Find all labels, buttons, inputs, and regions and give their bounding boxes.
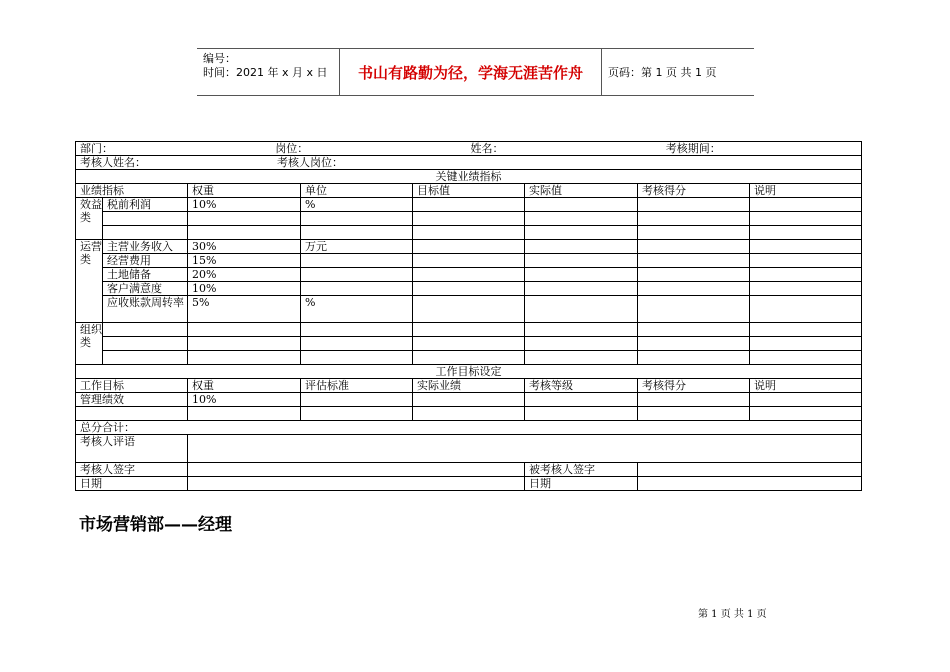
date-area-2 <box>638 477 862 491</box>
kpi-section-title: 关键业绩指标 <box>76 170 862 184</box>
empty-cell <box>413 240 525 254</box>
name-label: 姓名： <box>470 142 504 155</box>
empty-cell <box>413 268 525 282</box>
empty-cell <box>525 337 638 351</box>
weight-cell: 15% <box>188 254 301 268</box>
column-header: 说明 <box>750 184 862 198</box>
column-header: 权重 <box>188 379 301 393</box>
weight-cell <box>188 407 301 421</box>
indicator-cell: 经营费用 <box>103 254 188 268</box>
empty-cell <box>638 254 750 268</box>
empty-cell <box>413 282 525 296</box>
weight-cell <box>188 212 301 226</box>
empty-cell <box>413 407 525 421</box>
indicator-cell: 土地储备 <box>103 268 188 282</box>
empty-cell <box>750 198 862 212</box>
kpi-row <box>76 351 862 365</box>
kpi-row <box>76 226 862 240</box>
empty-cell <box>638 393 750 407</box>
column-header: 单位 <box>301 184 413 198</box>
weight-cell <box>188 323 301 337</box>
empty-cell <box>750 282 862 296</box>
total-row <box>76 421 862 435</box>
unit-cell <box>301 254 413 268</box>
goal-row <box>76 393 862 407</box>
empty-cell <box>638 323 750 337</box>
kpi-section-row <box>76 170 862 184</box>
empty-cell <box>525 226 638 240</box>
empty-cell <box>750 254 862 268</box>
column-header: 实际业绩 <box>413 379 525 393</box>
kpi-row <box>76 323 862 337</box>
category-label: 运营类 <box>76 240 103 323</box>
goal-header-row <box>76 379 862 393</box>
document-header <box>197 48 754 96</box>
indicator-cell <box>103 337 188 351</box>
weight-cell: 5% <box>188 296 301 323</box>
unit-cell <box>301 351 413 365</box>
reviewer-row <box>76 156 862 170</box>
empty-cell <box>750 323 862 337</box>
empty-cell <box>413 323 525 337</box>
unit-cell: % <box>301 198 413 212</box>
comment-area <box>188 435 862 463</box>
reviewer-name-label: 考核人姓名： <box>80 156 146 169</box>
goal-section-title: 工作目标设定 <box>76 365 862 379</box>
empty-cell <box>638 226 750 240</box>
indicator-cell <box>103 226 188 240</box>
empty-cell <box>638 198 750 212</box>
indicator-cell: 应收账款周转率 <box>103 296 188 323</box>
empty-cell <box>750 393 862 407</box>
empty-cell <box>525 323 638 337</box>
empty-cell <box>525 407 638 421</box>
empty-cell <box>750 268 862 282</box>
weight-cell <box>188 337 301 351</box>
column-header: 考核得分 <box>638 184 750 198</box>
empty-cell <box>638 282 750 296</box>
reviewer-sign-area <box>188 463 525 477</box>
empty-cell <box>413 198 525 212</box>
indicator-cell: 主营业务收入 <box>103 240 188 254</box>
column-header: 考核等级 <box>525 379 638 393</box>
header-meta <box>197 49 340 95</box>
category-label: 效益类 <box>76 198 103 240</box>
goal-cell: 管理绩效 <box>76 393 188 407</box>
kpi-row <box>76 337 862 351</box>
column-header: 实际值 <box>525 184 638 198</box>
goal-cell <box>76 407 188 421</box>
empty-cell <box>525 254 638 268</box>
empty-cell <box>750 296 862 323</box>
kpi-row <box>76 282 862 296</box>
empty-cell <box>413 393 525 407</box>
indicator-cell <box>103 323 188 337</box>
empty-cell <box>525 282 638 296</box>
reviewer-position-label: 考核人岗位： <box>277 156 343 169</box>
weight-cell: 10% <box>188 282 301 296</box>
empty-cell <box>638 296 750 323</box>
empty-cell <box>525 268 638 282</box>
empty-cell <box>750 212 862 226</box>
weight-cell: 30% <box>188 240 301 254</box>
empty-cell <box>413 351 525 365</box>
kpi-row <box>76 212 862 226</box>
empty-cell <box>301 407 413 421</box>
empty-cell <box>750 407 862 421</box>
weight-cell: 10% <box>188 393 301 407</box>
period-label: 考核期间： <box>665 142 721 155</box>
empty-cell <box>413 337 525 351</box>
date-label-2: 日期 <box>525 477 638 491</box>
kpi-row <box>76 296 862 323</box>
column-header: 考核得分 <box>638 379 750 393</box>
position-label: 岗位： <box>275 142 309 155</box>
column-header: 评估标准 <box>301 379 413 393</box>
reviewer-sign-label: 考核人签字 <box>76 463 188 477</box>
time-label: 时间：2021 年 x 月 x 日 <box>203 66 328 79</box>
empty-cell <box>525 296 638 323</box>
comment-label: 考核人评语 <box>76 435 188 463</box>
empty-cell <box>638 268 750 282</box>
unit-cell <box>301 268 413 282</box>
document-title: 市场营销部——经理 <box>79 515 232 535</box>
info-row <box>76 142 862 156</box>
date-label: 日期 <box>76 477 188 491</box>
column-header: 业绩指标 <box>76 184 188 198</box>
empty-cell <box>750 226 862 240</box>
column-header: 说明 <box>750 379 862 393</box>
empty-cell <box>638 337 750 351</box>
date-row <box>76 477 862 491</box>
empty-cell <box>638 407 750 421</box>
reviewee-sign-label: 被考核人签字 <box>525 463 638 477</box>
empty-cell <box>301 393 413 407</box>
unit-cell <box>301 226 413 240</box>
column-header: 目标值 <box>413 184 525 198</box>
indicator-cell: 客户满意度 <box>103 282 188 296</box>
indicator-cell <box>103 351 188 365</box>
category-label: 组织类 <box>76 323 103 365</box>
empty-cell <box>638 212 750 226</box>
column-header: 工作目标 <box>76 379 188 393</box>
weight-cell: 20% <box>188 268 301 282</box>
kpi-header-row <box>76 184 862 198</box>
empty-cell <box>525 393 638 407</box>
page-footer: 第 1 页 共 1 页 <box>698 609 767 620</box>
unit-cell: 万元 <box>301 240 413 254</box>
empty-cell <box>413 226 525 240</box>
indicator-cell <box>103 212 188 226</box>
kpi-row <box>76 268 862 282</box>
kpi-row <box>76 198 862 212</box>
reviewee-sign-area <box>638 463 862 477</box>
info-cell <box>76 142 862 156</box>
unit-cell <box>301 337 413 351</box>
date-area <box>188 477 525 491</box>
department-label: 部门： <box>80 142 113 155</box>
weight-cell <box>188 351 301 365</box>
number-label: 编号： <box>203 52 236 65</box>
empty-cell <box>525 240 638 254</box>
empty-cell <box>525 212 638 226</box>
empty-cell <box>638 351 750 365</box>
goal-section-row <box>76 365 862 379</box>
kpi-form-table <box>75 141 862 491</box>
signature-row <box>76 463 862 477</box>
kpi-row <box>76 254 862 268</box>
empty-cell <box>413 212 525 226</box>
total-label: 总分合计： <box>76 421 862 435</box>
empty-cell <box>750 351 862 365</box>
empty-cell <box>525 351 638 365</box>
empty-cell <box>750 240 862 254</box>
comment-row <box>76 435 862 463</box>
empty-cell <box>525 198 638 212</box>
unit-cell: % <box>301 296 413 323</box>
indicator-cell: 税前利润 <box>103 198 188 212</box>
goal-row <box>76 407 862 421</box>
unit-cell <box>301 212 413 226</box>
unit-cell <box>301 282 413 296</box>
empty-cell <box>750 337 862 351</box>
weight-cell: 10% <box>188 198 301 212</box>
reviewer-cell <box>76 156 862 170</box>
weight-cell <box>188 226 301 240</box>
empty-cell <box>413 296 525 323</box>
unit-cell <box>301 323 413 337</box>
header-page-label: 页码：第 1 页 共 1 页 <box>608 66 717 79</box>
empty-cell <box>638 240 750 254</box>
empty-cell <box>413 254 525 268</box>
kpi-row <box>76 240 862 254</box>
header-motto: 书山有路勤为径，学海无涯苦作舟 <box>340 49 602 95</box>
column-header: 权重 <box>188 184 301 198</box>
